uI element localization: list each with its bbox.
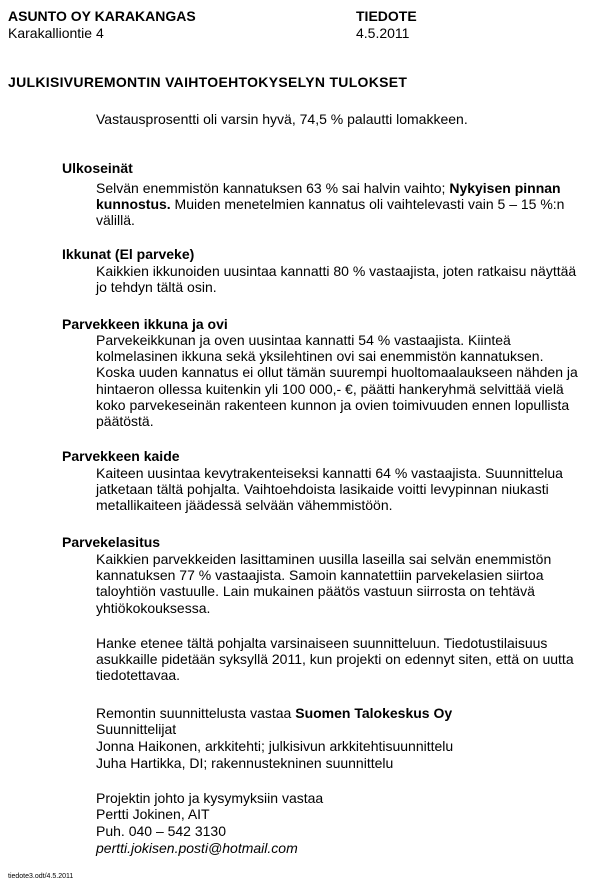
section-heading-ikkunat: Ikkunat (El parveke) xyxy=(62,246,195,262)
company-address: Karakalliontie 4 xyxy=(8,25,104,41)
designers-label: Suunnittelijat xyxy=(96,721,177,737)
designer-engineer: Juha Hartikka, DI; rakennustekninen suunnittelu xyxy=(96,755,394,771)
design-lead: Remontin suunnittelusta vastaa Suomen Talokeskus Oy xyxy=(96,705,453,721)
section-text-parvekelasitus: Kaikkien parvekkeiden lasittaminen uusilla laseilla sai selvän enemmistön kannatuksen 77 % vastaajista. Samoin kannatettiin parvekelasien siirtoa taloyhtiön vastuulle. Lain mukainen päätös vastuun siirrosta on tehtävä yhtiökokouksessa. xyxy=(96,551,552,616)
section-text-parvekkeen-kaide: Kaiteen uusintaa kevytrakenteiseksi kannatti 64 % vastaajista. Suunnittelua jatketaan tältä pohjalta. Vaihtoehdoista lasikaide voitti levypinnan niukasti metallikaiteen jäädessä selvään vähemmistöön. xyxy=(96,465,563,514)
highlight-option: Nykyisen pinnan kunnostus. xyxy=(96,180,561,213)
section-heading-parvekkeen-ikkuna: Parvekkeen ikkuna ja ovi xyxy=(62,316,228,332)
footer-filename: tiedote3.odt/4.5.2011 xyxy=(8,873,74,880)
company-name: ASUNTO OY KARAKANGAS xyxy=(8,8,196,24)
section-heading-parvekkeen-kaide: Parvekkeen kaide xyxy=(62,448,180,464)
section-text-ulkoseinat: Selvän enemmistön kannatuksen 63 % sai halvin vaihto; Nykyisen pinnan kunnostus. Muiden menetelmien kannatus oli vaihtelevasti vain 5 – 15 %:n välillä. xyxy=(96,180,565,229)
document-date: 4.5.2011 xyxy=(356,25,410,41)
closing-text: Hanke etenee tältä pohjalta varsinaiseen suunnitteluun. Tiedotustilaisuus asukkaille pidetään syksyllä 2011, kun projekti on edennyt siten, että on uutta tiedotettavaa. xyxy=(96,635,574,684)
design-company: Suomen Talokeskus Oy xyxy=(295,705,453,721)
section-heading-ulkoseinat: Ulkoseinät xyxy=(62,160,133,176)
section-text-parvekkeen-ikkuna: Parvekeikkunan ja oven uusintaa kannatti 54 % vastaajista. Kiinteä kolmelasinen ikkuna sekä yksilehtinen ovi sai enemmistön kannatuksen. Koska uuden kannatus ei ollut tämän suurempi huoltomaalaukseen nähden ja hintaeron ollessa kuitenkin yli 100 000,- €, päätti hankeryhmä selvittää vielä koko parvekeseinän rakenteen kunnon ja ovien toimivuuden ennen lopullista päätöstä. xyxy=(96,332,578,430)
contact-label: Projektin johto ja kysymyksiin vastaa xyxy=(96,790,324,806)
section-text-ikkunat: Kaikkien ikkunoiden uusintaa kannatti 80 % vastaajista, joten ratkaisu näyttää jo tehdyn tältä osin. xyxy=(96,263,577,296)
document-type: TIEDOTE xyxy=(356,8,417,24)
contact-phone: Puh. 040 – 542 3130 xyxy=(96,823,227,839)
contact-email[interactable]: pertti.jokisen.posti@hotmail.com xyxy=(96,840,298,856)
designer-architect: Jonna Haikonen, arkkitehti; julkisivun arkkitehtisuunnittelu xyxy=(96,738,454,754)
page-title: JULKISIVUREMONTIN VAIHTOEHTOKYSELYN TULOKSET xyxy=(8,74,408,90)
intro-text: Vastausprosentti oli varsin hyvä, 74,5 % palautti lomakkeen. xyxy=(96,111,468,127)
section-heading-parvekelasitus: Parvekelasitus xyxy=(62,534,161,550)
contact-name: Pertti Jokinen, AIT xyxy=(96,806,210,822)
